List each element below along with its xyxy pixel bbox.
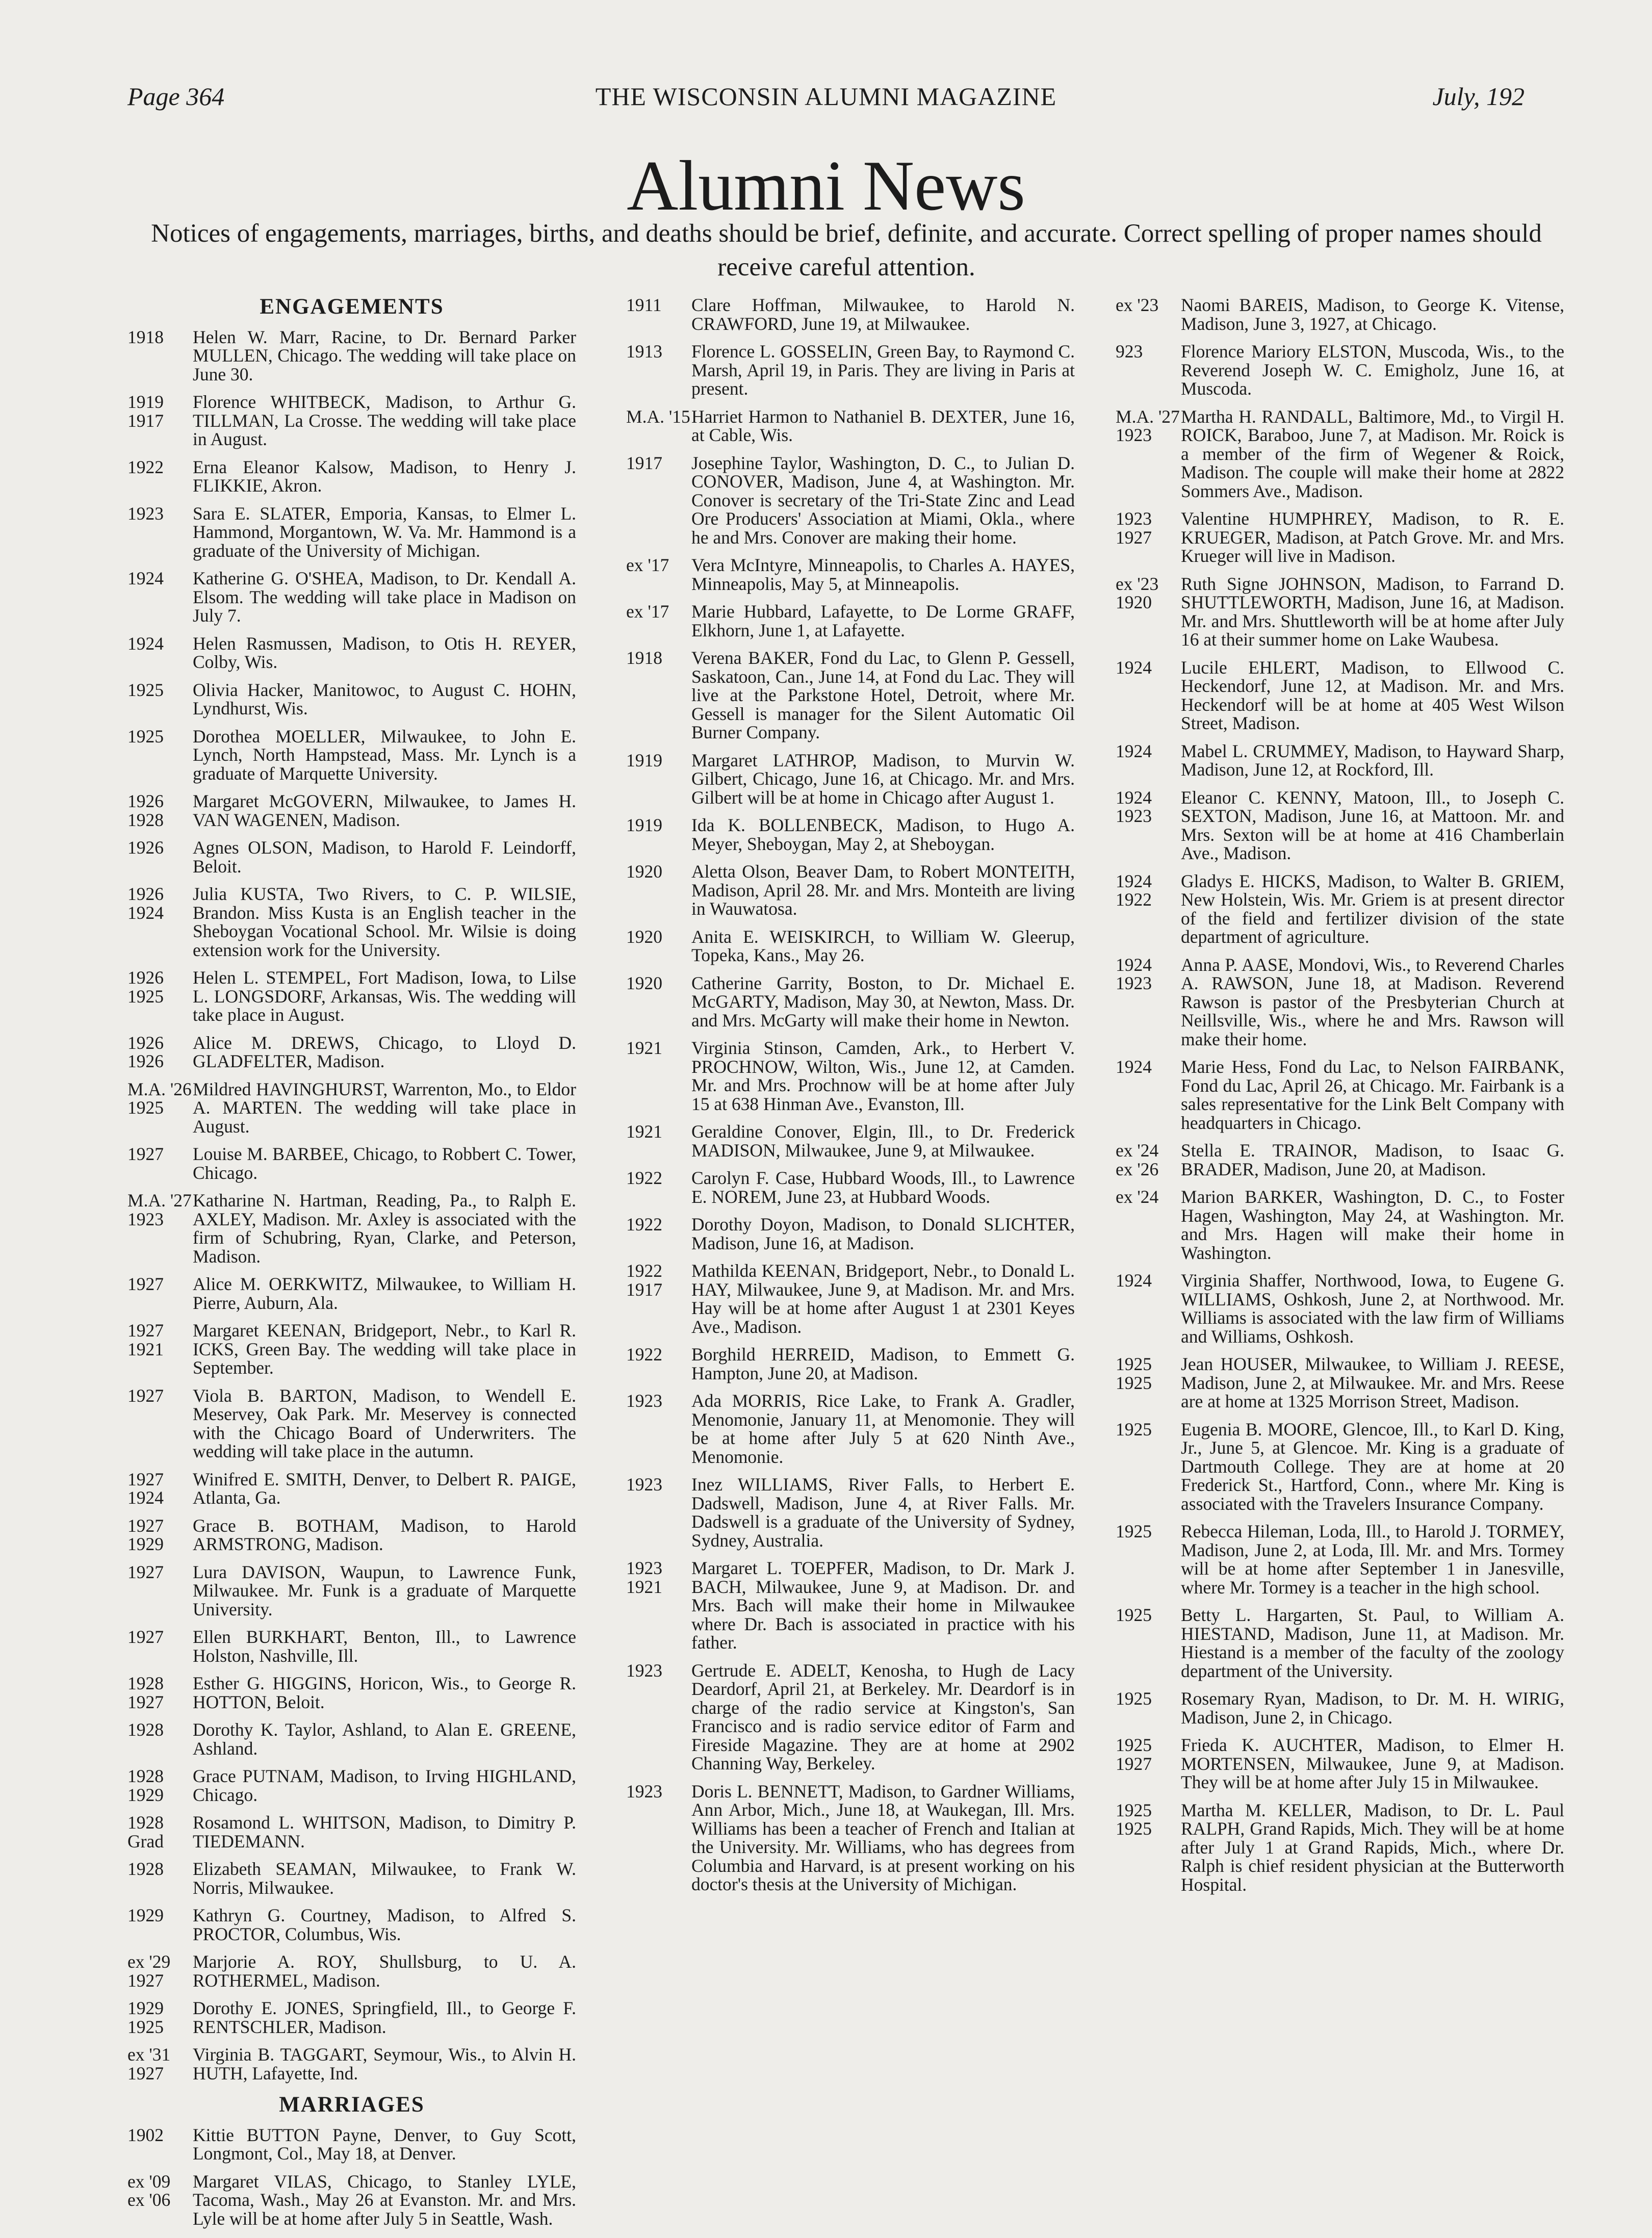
entry-class-year: M.A. '27 1923 <box>127 1190 192 1229</box>
news-entry <box>626 1169 1075 1206</box>
page-number: Page 364 <box>127 82 225 111</box>
entry-text: Marion BARKER, Washington, D. C., to Foster Hagen, Washington, May 24, at Washington. Mr. and Mrs. Hagen will make their home in Washington. <box>1181 1187 1564 1263</box>
entry-text: Louise M. BARBEE, Chicago, to Robbert C. Tower, Chicago. <box>193 1144 576 1183</box>
entry-class-year: 1924 <box>1116 740 1152 761</box>
entry-class-year: M.A. '27 1923 <box>1116 406 1180 445</box>
entry-class-year: 1927 <box>127 1627 164 1647</box>
entry-text: Virginia Stinson, Camden, Ark., to Herbert V. PROCHNOW, Wilton, Wis., June 12, at Camden. Mr. and Mrs. Prochnow will be at home after July 15 at 638 Hinman Ave., Evanston, Ill. <box>691 1038 1075 1114</box>
entry-class-year: 1924 <box>1116 1270 1152 1291</box>
entry-class-year: ex '24 <box>1116 1187 1159 1207</box>
entry-class-year: 1923 1927 <box>1116 508 1152 548</box>
news-entry <box>127 1767 576 1804</box>
entry-text: Florence L. GOSSELIN, Green Bay, to Raymond C. Marsh, April 19, in Paris. They are living in Paris at present. <box>691 341 1075 399</box>
entry-text: Dorothy E. JONES, Springfield, Ill., to George F. RENTSCHLER, Madison. <box>193 1998 576 2037</box>
news-entry <box>127 1674 576 1711</box>
entry-text: Grace PUTNAM, Madison, to Irving HIGHLAND, Chicago. <box>193 1766 576 1805</box>
entry-class-year: 1921 <box>626 1038 662 1058</box>
entry-class-year: 1922 <box>626 1344 662 1365</box>
entry-class-year: 1926 1928 <box>127 791 164 830</box>
news-entry <box>626 862 1075 918</box>
page-title: Alumni News <box>627 146 1025 225</box>
entry-class-year: 1928 1929 <box>127 1766 164 1805</box>
entry-class-year: 1913 <box>626 341 662 362</box>
column-1 <box>127 296 576 2237</box>
entry-text: Catherine Garrity, Boston, to Dr. Michael E. McGARTY, Madison, May 30, at Newton, Mass. Dr. and Mrs. McGarty will make their home in Newton. <box>691 972 1075 1031</box>
news-entry <box>127 393 576 449</box>
entry-text: Agnes OLSON, Madison, to Harold F. Leindorff, Beloit. <box>193 837 576 877</box>
entry-class-year: 1919 <box>626 750 662 770</box>
entry-class-year: 1928 <box>127 1859 164 1879</box>
entry-text: Dorothea MOELLER, Milwaukee, to John E. Lynch, North Hampstead, Mass. Mr. Lynch is a graduate of Marquette University. <box>193 726 576 784</box>
news-entry <box>127 1516 576 1554</box>
entry-text: Betty L. Hargarten, St. Paul, to William A. HIESTAND, Madison, June 11, at Madison. Mr. Hiestand is a member of the faculty of the zoology department of the University. <box>1181 1605 1564 1681</box>
entry-class-year: 1925 <box>127 726 164 747</box>
entry-class-year: 1925 <box>1116 1521 1152 1541</box>
entry-text: Winifred E. SMITH, Denver, to Delbert R. PAIGE, Atlanta, Ga. <box>193 1469 576 1508</box>
entry-class-year: 1919 1917 <box>127 392 164 431</box>
entry-text: Josephine Taylor, Washington, D. C., to Julian D. CONOVER, Madison, June 4, at Washington. Mr. Conover is secretary of the Tri-State Zinc and Lead Ore Producers' Association at Miami, Okla., where he and Mrs. Conover are making their home. <box>691 452 1075 548</box>
entry-class-year: 1919 <box>626 815 662 835</box>
entry-text: Martha M. KELLER, Madison, to Dr. L. Paul RALPH, Grand Rapids, Mich. They will be at home after July 1 at Grand Rapids, Mich., where Dr. Ralph is chief resident physician at the Butterworth Hospital. <box>1181 1799 1564 1895</box>
entry-text: Gladys E. HICKS, Madison, to Walter B. GRIEM, New Holstein, Wis. Mr. Griem is at present director of the field and fertilizer division of the state department of agriculture. <box>1181 870 1564 947</box>
entry-text: Margaret McGOVERN, Milwaukee, to James H. VAN WAGENEN, Madison. <box>193 791 576 830</box>
news-entry <box>626 602 1075 639</box>
news-entry <box>1116 509 1564 565</box>
news-entry <box>626 928 1075 965</box>
news-entry <box>626 1475 1075 1550</box>
column-3 <box>1116 296 1564 1903</box>
entry-text: Ellen BURKHART, Benton, Ill., to Lawrence Holston, Nashville, Ill. <box>193 1627 576 1666</box>
news-entry <box>127 1275 576 1312</box>
news-entry <box>1116 788 1564 863</box>
entry-text: Harriet Harmon to Nathaniel B. DEXTER, June 16, at Cable, Wis. <box>691 406 1075 445</box>
entry-text: Jean HOUSER, Milwaukee, to William J. REESE, Madison, June 2, at Milwaukee. Mr. and Mrs. Reese are at home at 1325 Morrison Street, Madison. <box>1181 1354 1564 1411</box>
marriages-list-start <box>127 2126 576 2228</box>
news-entry <box>626 1559 1075 1652</box>
entry-class-year: 1922 <box>127 456 164 477</box>
entry-class-year: 923 <box>1116 341 1143 362</box>
entry-class-year: 1924 1923 <box>1116 954 1152 993</box>
news-entry <box>1116 1420 1564 1513</box>
entry-class-year: 1926 1924 <box>127 884 164 923</box>
entry-class-year: 1921 <box>626 1121 662 1142</box>
entry-class-year: 1923 <box>127 503 164 524</box>
entry-class-year: 1925 1925 <box>1116 1354 1152 1393</box>
news-entry <box>127 1321 576 1377</box>
news-entry <box>626 556 1075 593</box>
news-entry <box>127 1034 576 1071</box>
entry-text: Rosemary Ryan, Madison, to Dr. M. H. WIRIG, Madison, June 2, in Chicago. <box>1181 1688 1564 1728</box>
news-entry <box>127 1999 576 2036</box>
entry-text: Marjorie A. ROY, Shullsburg, to U. A. ROTHERMEL, Madison. <box>193 1951 576 1991</box>
entry-text: Vera McIntyre, Minneapolis, to Charles A. HAYES, Minneapolis, May 5, at Minneapolis. <box>691 555 1075 594</box>
entry-class-year: 1924 <box>1116 657 1152 678</box>
entry-text: Clare Hoffman, Milwaukee, to Harold N. CRAWFORD, June 19, at Milwaukee. <box>691 295 1075 334</box>
entry-text: Katherine G. O'SHEA, Madison, to Dr. Kendall A. Elsom. The wedding will take place in Madison on July 7. <box>193 568 576 626</box>
news-entry <box>1116 407 1564 501</box>
entry-text: Elizabeth SEAMAN, Milwaukee, to Frank W. Norris, Milwaukee. <box>193 1859 576 1898</box>
news-entry <box>626 454 1075 547</box>
entry-class-year: 1925 <box>1116 1688 1152 1709</box>
news-entry <box>127 1145 576 1182</box>
news-entry <box>1116 342 1564 398</box>
entry-text: Olivia Hacker, Manitowoc, to August C. HOHN, Lyndhurst, Wis. <box>193 679 576 718</box>
news-entry <box>1116 872 1564 946</box>
entry-class-year: 1923 <box>626 1660 662 1681</box>
news-entry <box>626 407 1075 445</box>
entry-text: Kathryn G. Courtney, Madison, to Alfred S. PROCTOR, Columbus, Wis. <box>193 1905 576 1944</box>
entry-class-year: 1928 <box>127 1719 164 1740</box>
entry-class-year: 1924 1923 <box>1116 787 1152 826</box>
entry-class-year: 1928 1927 <box>127 1673 164 1712</box>
news-entry <box>127 2045 576 2082</box>
entry-class-year: 1920 <box>626 972 662 993</box>
entry-class-year: 1925 <box>1116 1605 1152 1625</box>
entry-text: Aletta Olson, Beaver Dam, to Robert MONTEITH, Madison, April 28. Mr. and Mrs. Monteith are living in Wauwatosa. <box>691 861 1075 919</box>
news-entry <box>127 968 576 1024</box>
news-entry <box>127 1906 576 1943</box>
entry-text: Verena BAKER, Fond du Lac, to Glenn P. Gessell, Saskatoon, Can., June 14, at Fond du Lac. They will live at the Parkstone Hotel, Detroit, where Mr. Gessell is manager for the Silent Automatic Oil Burner Company. <box>691 648 1075 742</box>
entry-class-year: 1923 <box>626 1781 662 1802</box>
entry-text: Inez WILLIAMS, River Falls, to Herbert E. Dadswell, Madison, June 4, at River Falls. Mr. Dadswell is a graduate of the University of Sydney, Sydney, Australia. <box>691 1474 1075 1551</box>
news-entry <box>1116 296 1564 333</box>
news-entry <box>1116 1606 1564 1680</box>
engagements-heading: ENGAGEMENTS <box>260 295 444 319</box>
entry-class-year: ex '09 ex '06 <box>127 2171 171 2210</box>
news-entry <box>127 1952 576 1990</box>
news-entry <box>127 2126 576 2163</box>
entry-class-year: 1923 <box>626 1391 662 1411</box>
entry-class-year: 1926 1926 <box>127 1032 164 1071</box>
entry-class-year: 1927 1921 <box>127 1320 164 1359</box>
entry-text: Helen W. Marr, Racine, to Dr. Bernard Parker MULLEN, Chicago. The wedding will take place on June 30. <box>193 326 576 384</box>
entry-class-year: ex '23 1920 <box>1116 573 1159 612</box>
entry-text: Stella E. TRAINOR, Madison, to Isaac G. BRADER, Madison, June 20, at Madison. <box>1181 1140 1564 1179</box>
marriages-list-continued <box>626 296 1075 1894</box>
entry-class-year: 1927 <box>127 1274 164 1294</box>
entry-text: Lucile EHLERT, Madison, to Ellwood C. Heckendorf, June 12, at Madison. Mr. and Mrs. Heckendorf will be at home at 405 West Wilson Street, Madison. <box>1181 657 1564 733</box>
news-entry <box>1116 1736 1564 1792</box>
entry-class-year: 1929 1925 <box>127 1998 164 2037</box>
news-entry <box>127 727 576 783</box>
entry-text: Mildred HAVINGHURST, Warrenton, Mo., to Eldor A. MARTEN. The wedding will take place in August. <box>193 1078 576 1137</box>
entry-text: Martha H. RANDALL, Baltimore, Md., to Virgil H. ROICK, Baraboo, June 7, at Madison. Mr. Roick is a member of the firm of Wegener & Roick, Madison. The couple will make their home at 2822 Sommers Ave., Madison. <box>1181 406 1564 501</box>
entry-text: Gertrude E. ADELT, Kenosha, to Hugh de Lacy Deardorf, April 21, at Berkeley. Mr. Deardorf is in charge of the radio service at Kingston's, San Francisco and is radio service editor of Farm and Fireside Magazine. They are at home at 2902 Channing Way, Berkeley. <box>691 1660 1075 1773</box>
news-entry <box>127 2172 576 2228</box>
entry-text: Mathilda KEENAN, Bridgeport, Nebr., to Donald L. HAY, Milwaukee, June 9, at Madison. Mr. and Mrs. Hay will be at home after August 1 at 2301 Keyes Ave., Madison. <box>691 1261 1075 1337</box>
issue-date: July, 192 <box>1432 82 1525 111</box>
news-entry <box>127 328 576 384</box>
entry-class-year: 1924 <box>1116 1057 1152 1077</box>
entry-class-year: 1920 <box>626 926 662 947</box>
entry-class-year: 1918 <box>127 326 164 347</box>
entry-class-year: 1927 <box>127 1144 164 1164</box>
entry-text: Virginia B. TAGGART, Seymour, Wis., to Alvin H. HUTH, Lafayette, Ind. <box>193 2044 576 2083</box>
entry-text: Rebecca Hileman, Loda, Ill., to Harold J. TORMEY, Madison, June 2, at Loda, Ill. Mr. and Mrs. Tormey will be at home after September 1 in Janesville, where Mr. Tormey is a teacher in the high school. <box>1181 1521 1564 1598</box>
entry-class-year: M.A. '15 <box>626 406 690 427</box>
entry-text: Ruth Signe JOHNSON, Madison, to Farrand D. SHUTTLEWORTH, Madison, June 16, at Madison. Mr. and Mrs. Shuttleworth will be at home after July 16 at their summer home on Lake Waubesa. <box>1181 573 1564 650</box>
entry-text: Frieda K. AUCHTER, Madison, to Elmer H. MORTENSEN, Milwaukee, June 9, at Madison. They will be at home after July 15 in Milwaukee. <box>1181 1735 1564 1792</box>
entry-text: Dorothy Doyon, Madison, to Donald SLICHTER, Madison, June 16, at Madison. <box>691 1214 1075 1253</box>
news-entry <box>1116 1801 1564 1894</box>
entry-text: Helen Rasmussen, Madison, to Otis H. REYER, Colby, Wis. <box>193 633 576 672</box>
news-entry <box>127 885 576 959</box>
entry-class-year: 1926 1925 <box>127 967 164 1007</box>
magazine-name: THE WISCONSIN ALUMNI MAGAZINE <box>595 82 1057 111</box>
entry-class-year: 1925 <box>1116 1419 1152 1439</box>
news-entry <box>626 1392 1075 1466</box>
news-entry <box>1116 1058 1564 1132</box>
entry-text: Ada MORRIS, Rice Lake, to Frank A. Gradler, Menomonie, January 11, at Menomonie. They will be at home after July 5 at 620 Ninth Ave., Menomonie. <box>691 1391 1075 1467</box>
entry-text: Geraldine Conover, Elgin, Ill., to Dr. Frederick MADISON, Milwaukee, June 9, at Milwaukee. <box>691 1121 1075 1161</box>
news-entry <box>127 792 576 829</box>
news-entry <box>127 1080 576 1136</box>
entry-class-year: 1902 <box>127 2124 164 2145</box>
entry-text: Ida K. BOLLENBECK, Madison, to Hugo A. Meyer, Sheboygan, May 2, at Sheboygan. <box>691 815 1075 854</box>
entry-text: Florence WHITBECK, Madison, to Arthur G. TILLMAN, La Crosse. The wedding will take place in August. <box>193 392 576 449</box>
entry-text: Anna P. AASE, Mondovi, Wis., to Reverend Charles A. RAWSON, June 18, at Madison. Reverend Rawson is pastor of the Presbyterian Church at Neillsville, Wis., where he and Mrs. Rawson will make their home. <box>1181 954 1564 1049</box>
news-entry <box>1116 658 1564 733</box>
entry-class-year: 1922 1917 <box>626 1261 662 1300</box>
entry-class-year: 1923 <box>626 1474 662 1495</box>
news-entry <box>626 342 1075 398</box>
entry-class-year: ex '17 <box>626 555 669 575</box>
entry-class-year: ex '23 <box>1116 295 1159 315</box>
news-entry <box>127 1470 576 1507</box>
news-entry <box>1116 1188 1564 1262</box>
entry-text: Sara E. SLATER, Emporia, Kansas, to Elmer L. Hammond, Morgantown, W. Va. Mr. Hammond is a graduate of the University of Michigan. <box>193 503 576 561</box>
news-entry <box>127 569 576 625</box>
entry-class-year: 1927 <box>127 1561 164 1582</box>
entry-class-year: 1926 <box>127 837 164 858</box>
news-entry <box>127 1813 576 1850</box>
news-entry <box>626 649 1075 742</box>
entry-class-year: 1924 <box>127 633 164 654</box>
news-entry <box>626 1122 1075 1160</box>
entry-text: Grace B. BOTHAM, Madison, to Harold ARMSTRONG, Madison. <box>193 1515 576 1554</box>
news-entry <box>127 1191 576 1266</box>
entry-class-year: 1922 <box>626 1214 662 1234</box>
news-entry <box>127 504 576 560</box>
entry-text: Doris L. BENNETT, Madison, to Gardner Williams, Ann Arbor, Mich., June 18, at Waukegan, Ill. Mrs. Williams has been a teacher of French and Italian at the University. Mr. Williams, who has degrees from Columbia and Harvard, is at present working on his doctor's thesis at the University of Michigan. <box>691 1781 1075 1894</box>
entry-text: Naomi BAREIS, Madison, to George K. Vitense, Madison, June 3, 1927, at Chicago. <box>1181 295 1564 334</box>
entry-text: Alice M. DREWS, Chicago, to Lloyd D. GLADFELTER, Madison. <box>193 1032 576 1071</box>
news-entry <box>127 838 576 876</box>
column-2 <box>626 296 1075 1903</box>
entry-class-year: ex '29 1927 <box>127 1951 171 1991</box>
running-header <box>127 82 1525 122</box>
entry-class-year: 1925 1925 <box>1116 1799 1152 1839</box>
entry-class-year: 1928 Grad <box>127 1812 164 1851</box>
entry-text: Margaret VILAS, Chicago, to Stanley LYLE, Tacoma, Wash., May 26 at Evanston. Mr. and Mrs. Lyle will be at home after July 5 in Seattle, Wash. <box>193 2171 576 2229</box>
news-entry <box>626 1345 1075 1382</box>
entry-text: Valentine HUMPHREY, Madison, to R. E. KRUEGER, Madison, at Patch Grove. Mr. and Mrs. Krueger will live in Madison. <box>1181 508 1564 566</box>
entry-text: Marie Hess, Fond du Lac, to Nelson FAIRBANK, Fond du Lac, April 26, at Chicago. Mr. Fairbank is a sales representative for the Link Belt Company with headquarters in Chicago. <box>1181 1057 1564 1133</box>
news-entry <box>127 458 576 495</box>
entry-class-year: 1925 1927 <box>1116 1735 1152 1774</box>
entry-class-year: ex '17 <box>626 601 669 622</box>
news-entry <box>1116 1141 1564 1178</box>
entry-text: Mabel L. CRUMMEY, Madison, to Hayward Sharp, Madison, June 12, at Rockford, Ill. <box>1181 740 1564 780</box>
entry-class-year: 1911 <box>626 295 662 315</box>
entry-text: Erna Eleanor Kalsow, Madison, to Henry J. FLIKKIE, Akron. <box>193 456 576 496</box>
entry-text: Margaret LATHROP, Madison, to Murvin W. Gilbert, Chicago, June 16, at Chicago. Mr. and Mrs. Gilbert will be at home in Chicago after August 1. <box>691 750 1075 808</box>
news-entry <box>1116 1522 1564 1597</box>
entry-text: Katharine N. Hartman, Reading, Pa., to Ralph E. AXLEY, Madison. Mr. Axley is associated with the firm of Schubring, Ryan, Clarke, and Peterson, Madison. <box>193 1190 576 1267</box>
entry-text: Eleanor C. KENNY, Matoon, Ill., to Joseph C. SEXTON, Madison, June 16, at Mattoon. Mr. and Mrs. Sexton will be at home at 416 Chamberlain Ave., Madison. <box>1181 787 1564 863</box>
entry-class-year: 1922 <box>626 1168 662 1188</box>
entry-text: Rosamond L. WHITSON, Madison, to Dimitry P. TIEDEMANN. <box>193 1812 576 1851</box>
entry-text: Alice M. OERKWITZ, Milwaukee, to William H. Pierre, Auburn, Ala. <box>193 1274 576 1313</box>
entry-class-year: 1918 <box>626 648 662 668</box>
news-entry <box>626 974 1075 1030</box>
entry-text: Viola B. BARTON, Madison, to Wendell E. Meservey, Oak Park. Mr. Meservey is connected with the Chicago Board of Underwriters. The wedding will take place in the autumn. <box>193 1385 576 1461</box>
news-entry <box>626 1262 1075 1336</box>
marriages-heading: MARRIAGES <box>279 2093 425 2117</box>
news-entry <box>127 681 576 718</box>
entry-class-year: 1925 <box>127 679 164 700</box>
entry-text: Margaret L. TOEPFER, Madison, to Dr. Mark J. BACH, Milwaukee, June 9, at Madison. Dr. and Mrs. Bach will make their home in Milwaukee where Dr. Bach is associated in practice with his father. <box>691 1558 1075 1653</box>
entry-text: Margaret KEENAN, Bridgeport, Nebr., to Karl R. ICKS, Green Bay. The wedding will take place in September. <box>193 1320 576 1378</box>
news-entry <box>127 634 576 672</box>
entry-text: Florence Mariory ELSTON, Muscoda, Wis., to the Reverend Joseph W. C. Emigholz, June 16, at Muscoda. <box>1181 341 1564 399</box>
news-entry <box>1116 575 1564 649</box>
news-entry <box>1116 742 1564 779</box>
entry-text: Helen L. STEMPEL, Fort Madison, Iowa, to Lilse L. LONGSDORF, Arkansas, Wis. The wedding will take place in August. <box>193 967 576 1025</box>
news-entry <box>127 1386 576 1461</box>
entry-class-year: ex '24 ex '26 <box>1116 1140 1159 1179</box>
entry-text: Esther G. HIGGINS, Horicon, Wis., to George R. HOTTON, Beloit. <box>193 1673 576 1712</box>
entry-class-year: 1929 <box>127 1905 164 1925</box>
engagements-list <box>127 328 576 2083</box>
entry-class-year: 1927 1924 <box>127 1469 164 1508</box>
entry-class-year: 1917 <box>626 452 662 473</box>
news-entry <box>1116 1689 1564 1727</box>
entry-text: Eugenia B. MOORE, Glencoe, Ill., to Karl D. King, Jr., June 5, at Glencoe. Mr. King is a graduate of Dartmouth College. They are at home at 20 Frederick St., Hartford, Conn., where Mr. King is associated with the Travelers Insurance Company. <box>1181 1419 1564 1514</box>
news-entry <box>626 1039 1075 1113</box>
entry-class-year: M.A. '26 1925 <box>127 1078 192 1118</box>
entry-class-year: ex '31 1927 <box>127 2044 171 2083</box>
news-entry <box>127 1720 576 1758</box>
entry-text: Lura DAVISON, Waupun, to Lawrence Funk, Milwaukee. Mr. Funk is a graduate of Marquette University. <box>193 1561 576 1619</box>
entry-class-year: 1924 1922 <box>1116 870 1152 910</box>
marriages-list-continued-2 <box>1116 296 1564 1894</box>
entry-class-year: 1923 1921 <box>626 1558 662 1597</box>
entry-text: Kittie BUTTON Payne, Denver, to Guy Scott, Longmont, Col., May 18, at Denver. <box>193 2124 576 2164</box>
news-entry <box>626 1661 1075 1773</box>
news-entry <box>127 1628 576 1665</box>
entry-class-year: 1927 1929 <box>127 1515 164 1554</box>
news-entry <box>1116 1355 1564 1411</box>
entry-text: Virginia Shaffer, Northwood, Iowa, to Eugene G. WILLIAMS, Oshkosh, June 2, at Northwood. Mr. Williams is associated with the law firm of Williams and Williams, Oshkosh. <box>1181 1270 1564 1347</box>
news-entry <box>626 1782 1075 1894</box>
news-entry <box>127 1860 576 1897</box>
news-entry <box>1116 1271 1564 1346</box>
entry-text: Anita E. WEISKIRCH, to William W. Gleerup, Topeka, Kans., May 26. <box>691 926 1075 965</box>
news-entry <box>626 296 1075 333</box>
news-entry <box>127 1563 576 1619</box>
news-entry <box>626 816 1075 853</box>
entry-class-year: 1920 <box>626 861 662 882</box>
entry-text: Julia KUSTA, Two Rivers, to C. P. WILSIE, Brandon. Miss Kusta is an English teacher in the Sheboygan Vocational School. Mr. Wilsie is doing extension work for the University. <box>193 884 576 960</box>
entry-class-year: 1924 <box>127 568 164 588</box>
entry-text: Marie Hubbard, Lafayette, to De Lorme GRAFF, Elkhorn, June 1, at Lafayette. <box>691 601 1075 640</box>
entry-text: Borghild HERREID, Madison, to Emmett G. Hampton, June 20, at Madison. <box>691 1344 1075 1383</box>
entry-class-year: 1927 <box>127 1385 164 1406</box>
news-entry <box>1116 956 1564 1049</box>
news-entry <box>626 751 1075 807</box>
entry-text: Carolyn F. Case, Hubbard Woods, Ill., to Lawrence E. NOREM, June 23, at Hubbard Woods. <box>691 1168 1075 1207</box>
entry-text: Dorothy K. Taylor, Ashland, to Alan E. GREENE, Ashland. <box>193 1719 576 1759</box>
news-entry <box>626 1215 1075 1252</box>
page-subtitle: Notices of engagements, marriages, births, and deaths should be brief, definite, and accurate. Correct spelling of proper names should receive careful attention. <box>151 219 1542 281</box>
